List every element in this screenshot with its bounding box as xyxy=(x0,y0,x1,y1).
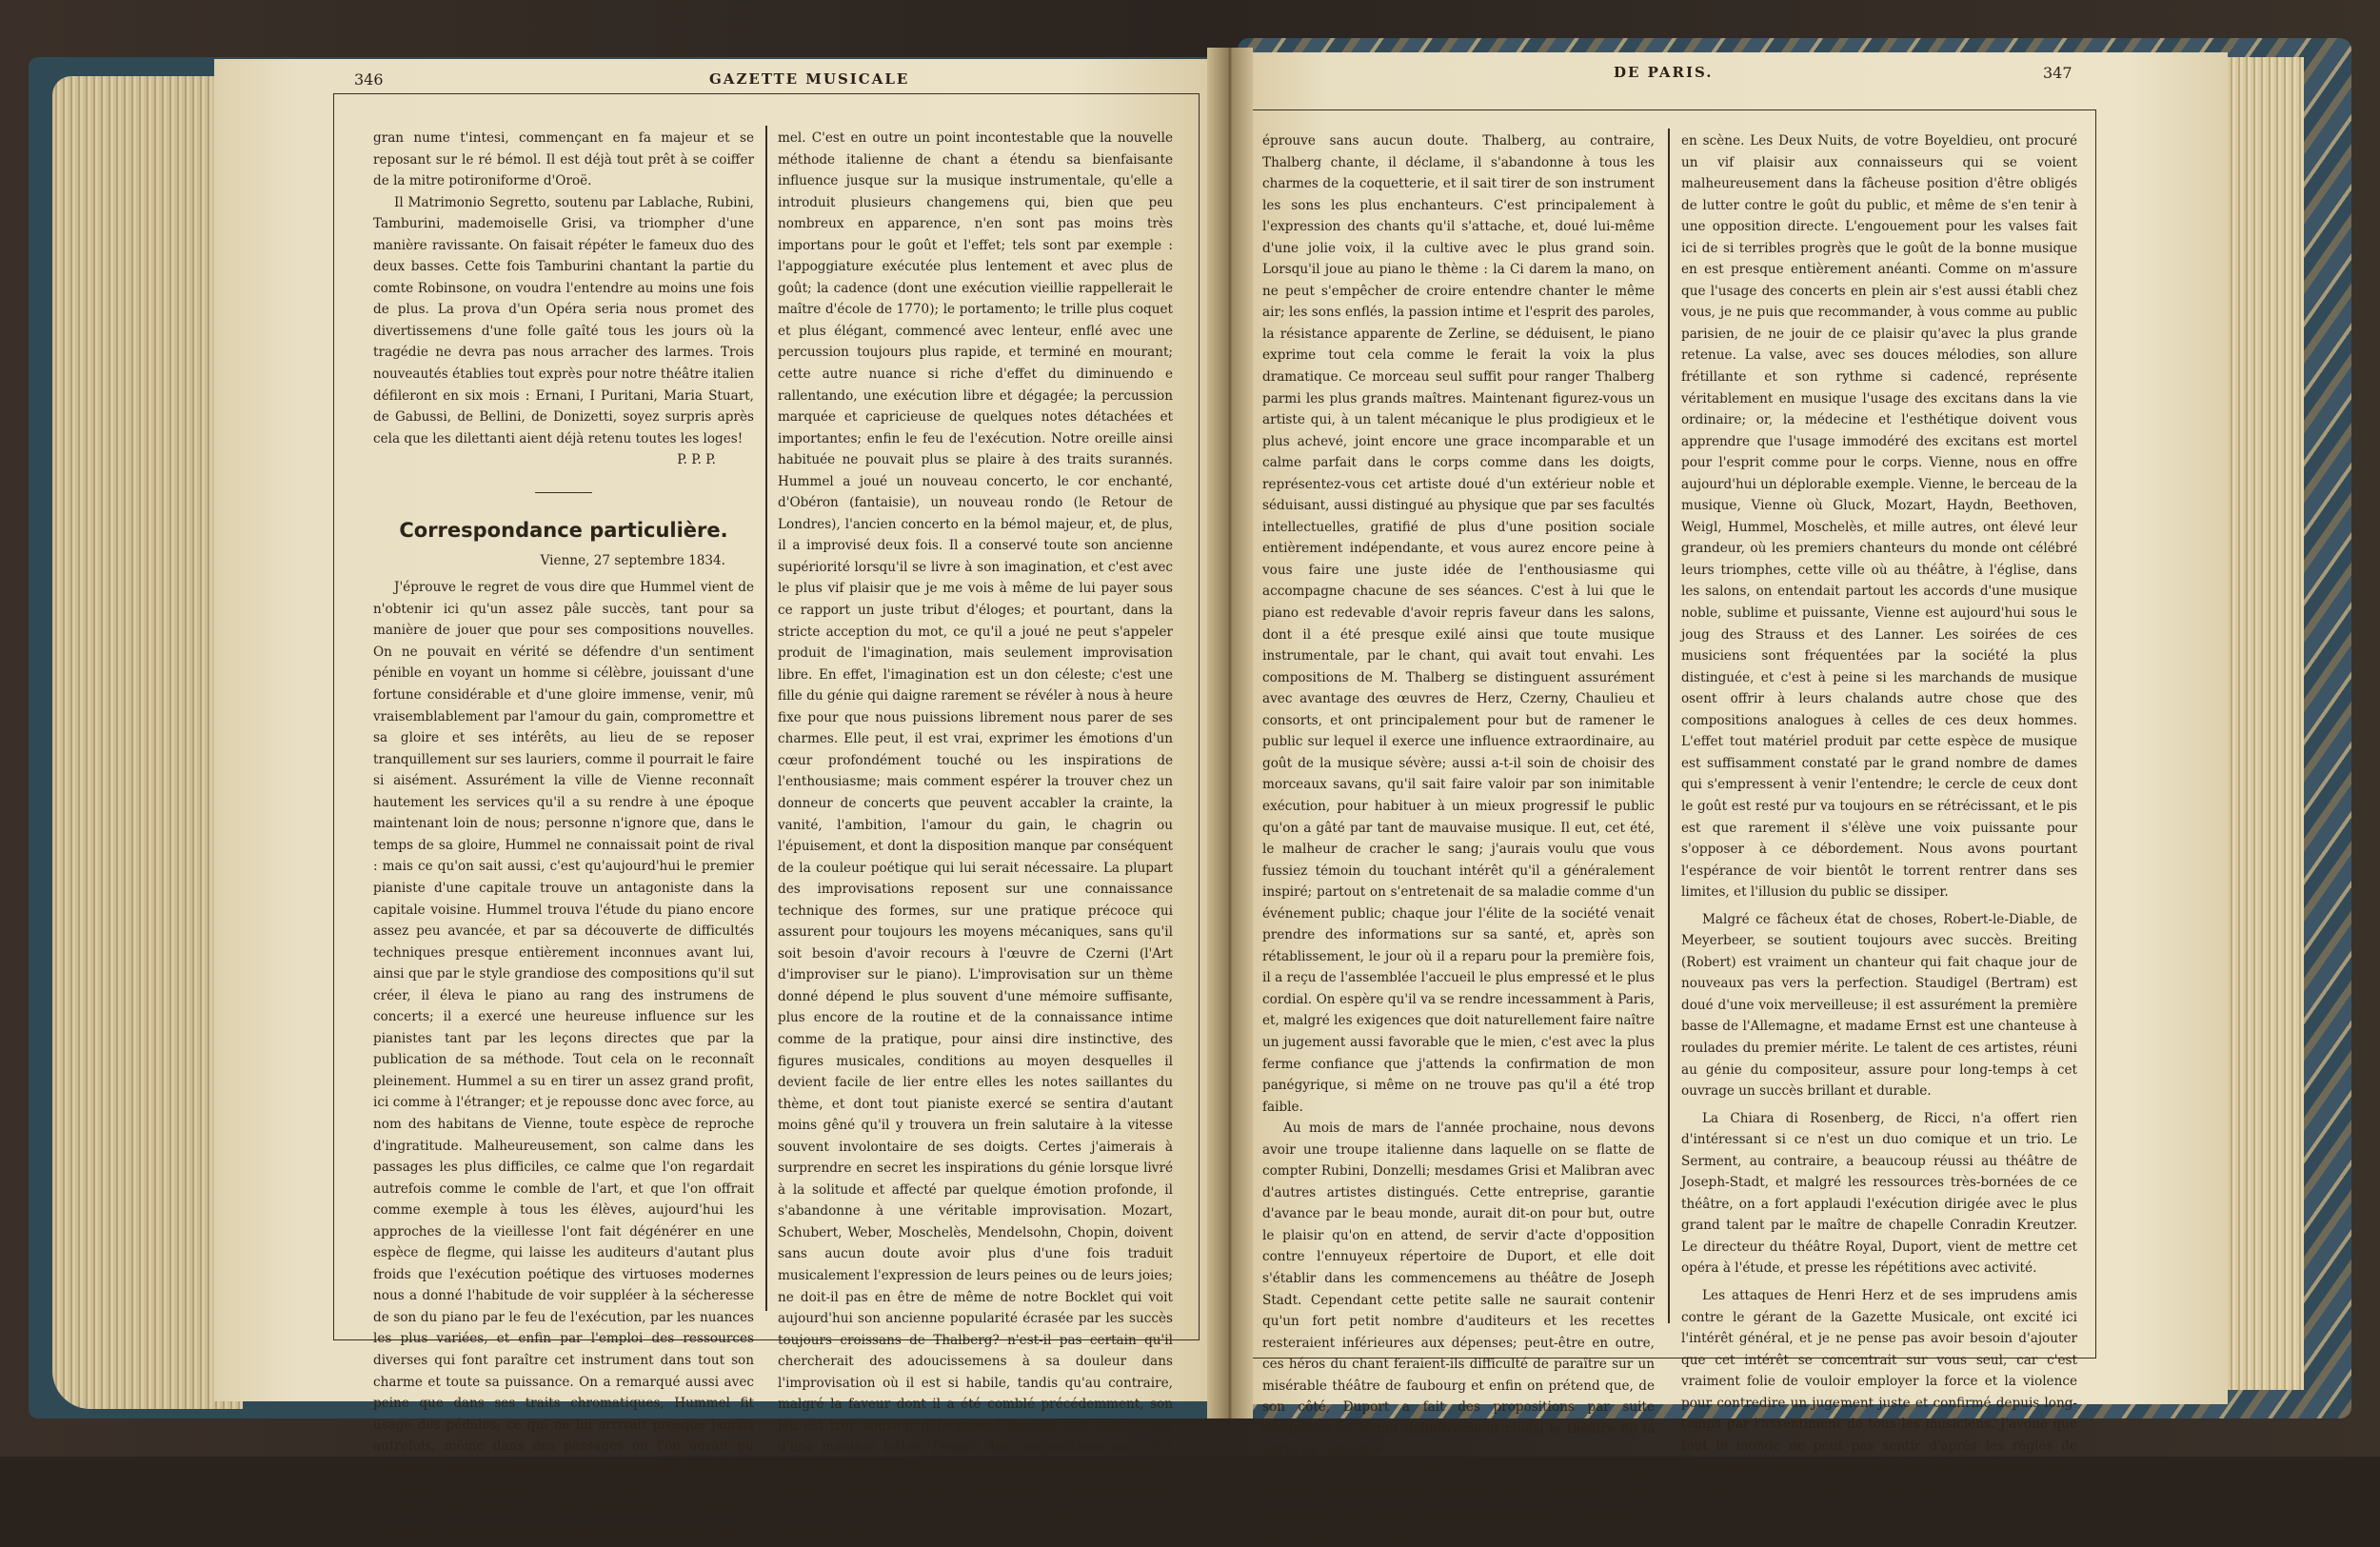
column-rule xyxy=(765,126,767,1311)
paragraph: éprouve sans aucun doute. Thalberg, au contraire, Thalberg chante, il déclame, il s'abandonne à tous les charmes de la coquetterie, et il sait tirer de son instrument les sons les plus enchanteurs. C'est principalement à l'expression des chants qu'il s'attache, et, doué lui-même d'une jolie voix, il la cultive avec le plus grand soin. Lorsqu'il joue au piano le thème : la Ci darem la mano, on ne peut s'empêcher de croire entendre chanter le même air; les sons enflés, la passion intime et l'esprit des paroles, la résistance apparente de Zerline, se déduisent, le piano exprime tout cela comme le ferait la voix la plus dramatique. Ce morceau seul suffit pour ranger Thalberg parmi les plus grands maîtres. Maintenant figurez-vous un artiste qui, à un talent mécanique le plus prodigieux et le plus achevé, joint encore une grace incomparable et un calme parfait dans le corps comme dans les doigts, représentez-vous cet artiste doué d'un extérieur noble et séduisant, aussi distingué au physique que par ses facultés intellectuelles, gratifié de plus d'une position sociale entièrement indépendante, et vous aurez encore peine à vous faire une juste idée de l'enthousiasme qui accompagne chacune de ses séances. C'est à lui que le piano est redevable d'avoir repris faveur dans les salons, dont il a été presque exilé ainsi que toute musique instrumentale, par le chant, qui avait tout envahi. Les compositions de M. Thalberg se distinguent assurément avec avantage des œuvres de Herz, Czerny, Chaulieu et consorts, et ont principalement pour but de ramener le public sur lequel il exerce une influence extraordinaire, au goût de la musique sévère; aussi a-t-il soin de choisir des morceaux savans, qu'il sait faire valoir par son inimitable exécution, pour habituer à un mieux progressif le public qu'on a gâté par tant de mauvaise musique. Il eut, cet été, le malheur de cracher le sang; j'aurais voulu que vous fussiez témoin du touchant intérêt qu'il a généralement inspiré; partout on s'entretenait de sa maladie comme d'un événement public; chaque jour l'élite de la société venait prendre des informations sur sa santé, et, après son rétablissement, le jour où il a reparu pour la première fois, il a reçu de l'assemblée l'accueil le plus empressé et le plus cordial. On espère qu'il va se rendre incessamment à Paris, et, malgré les exigences que doit naturellement faire naître un jugement aussi favorable que le mien, c'est avec la plus ferme confiance que j'attends la confirmation de mon panégyrique, si même on ne trouve pas qu'il a été trop faible. xyxy=(1262,133,1655,1115)
dateline: Vienne, 27 septembre 1834. xyxy=(540,552,725,568)
section-rule xyxy=(535,492,592,493)
left-col-1 xyxy=(373,128,754,1540)
column-rule xyxy=(1668,129,1670,1323)
paragraph: Malgré ce fâcheux état de choses, Robert-le-Diable, de Meyerbeer, se soutient toujours avec succès. Breiting (Robert) est vraiment un chanteur qui fait chaque jour de nouveaux pas vers la perfection. Staudigel (Bertram) est doué d'une voix merveilleuse; il est assurément la première basse de l'Allemagne, et madame Ernst est une chanteuse à roulades du premier mérite. Le talent de ces artistes, réuni au génie du compositeur, assure pour long-temps à cet ouvrage un succès brillant et durable. xyxy=(1681,911,2077,1100)
right-col-1 xyxy=(1262,130,1655,1544)
left-page-header xyxy=(214,67,1223,91)
paragraph: J'éprouve le regret de vous dire que Hummel vient de n'obtenir ici qu'un assez pâle succès, tant pour sa manière de jouer que pour ses compositions nouvelles. On ne pouvait en vérité se défendre d'un sentiment pénible en voyant un homme si célèbre, jouissant d'une fortune considérable et d'une gloire immense, venir, mû vraisemblablement par l'amour du gain, compromettre et sa gloire et ses intérêts, au lieu de se reposer tranquillement sur ses lauriers, comme il pourrait le faire si aisément. Assurément la ville de Vienne reconnaît hautement les services qu'il a su rendre à une époque maintenant loin de nous; personne n'ignore que, dans le temps de sa gloire, Hummel ne connaissait point de rival : mais ce qu'on sait aussi, c'est qu'aujourd'hui le premier pianiste d'une capitale trouve un antagoniste dans la capitale voisine. Hummel trouva l'étude du piano encore assez peu avancée, et par sa découverte de difficultés techniques presque entièrement inconnues avant lui, ainsi que par le style grandiose des compositions qu'il sut créer, il éleva le piano au rang des instrumens de concerts; il a exercé une heureuse influence sur les pianistes tant par les leçons directes que par la publication de sa méthode. Tout cela on le reconnaît pleinement. Hummel a su en tirer un assez grand profit, ici comme à l'étranger; et je repousse donc avec force, au nom des habitans de Vienne, toute espèce de reproche d'ingratitude. Malheureusement, son calme dans les passages les plus difficiles, ce calme que l'on regardait autrefois comme le comble de l'art, et que l'on offrait comme exemple à tous les élèves, aujourd'hui les approches de la vieillesse l'ont fait dégénérer en une espèce de flegme, qui laisse les auditeurs d'autant plus froids que l'exécution poétique des virtuoses modernes nous a donné l'habitude de voir suppléer à la sécheresse de son du piano par le feu de l'exécution, par les nuances les plus variées, et enfin par l'emploi des ressources diverses qui font paraître cet instrument dans tout son charme et toute sa puissance. On a remarqué aussi avec peine que dans ses traits chromatiques, Hummel fit usage des pédales, ce qui ne lui arrivait presque jamais autrefois, même dans des passages où l'on aurait pu regarder comme beaucoup plus convenable l'emploi de ces pédales. La pédale una corda, adoptée avec tant de succès par Moschelès, Chopin, Mendelsohn et Thalberg, est aussi une ressource qui manque entièrement à Hum- xyxy=(373,580,754,1540)
paragraph: en scène. Les Deux Nuits, de votre Boyeldieu, ont procuré un vif plaisir aux connaisseurs qui se voient malheureusement dans la fâcheuse position d'être obligés de lutter contre le goût du public, et même de s'en tenir à une opposition directe. L'engouement pour les valses fait ici de si terribles progrès que le goût de la bonne musique en est presque entièrement anéanti. Comme on m'assure que l'usage des concerts en plein air s'est aussi établi chez vous, je ne puis que recommander, à vous comme au public parisien, de ne jouir de ce plaisir qu'avec la plus grande retenue. La valse, avec ses douces mélodies, son allure frétillante et son rythme si cadencé, représente véritablement en musique l'usage des excitans dans la vie ordinaire; or, la médecine et l'esthétique doivent vous apprendre que l'usage immodéré des excitans est mortel pour l'esprit comme pour le corps. Vienne, nous en offre aujourd'hui un déplorable exemple. Vienne, le berceau de la musique, Vienne où Gluck, Mozart, Haydn, Beethoven, Weigl, Hummel, Moschelès, et mille autres, ont élevé leur grandeur, où les premiers chanteurs du monde ont célébré leurs triomphes, cette ville où au théâtre, à l'église, dans les salons, on entendait partout les accords d'une musique noble, sublime et puissante, Vienne est aujourd'hui sous le joug des Strauss et des Lanner. Les soirées de ces musiciens sont fréquentées par la société la plus distinguée, et c'est à peine si les marchands de musique osent offrir à leurs chalands autre chose que des compositions analogues à celles de ces deux hommes. L'effet tout matériel produit par cette espèce de musique est suffisamment constaté par le grand nombre de dames qui s'empressent à venir l'entendre; le cercle de ceux dont le goût est resté pur va toujours en se rétrécissant, et le pis est que rarement il s'élève une voix puissante pour s'opposer à ce débordement. Nous avons pourtant l'espérance de voir bientôt le torrent rentrer dans ses limites, et l'illusion du public se dissiper. xyxy=(1681,133,2077,901)
running-title: DE PARIS. xyxy=(1614,64,1714,81)
left-page xyxy=(214,59,1223,1541)
paragraph: Il Matrimonio Segretto, soutenu par Lablache, Rubini, Tamburini, mademoiselle Grisi, va triompher d'une manière ravissante. On faisait répéter le fameux duo des deux basses. Cette fois Tamburini chantant la partie du comte Robinsone, on voudra l'entendre au moins une fois de plus. La prova d'un Opéra seria nous promet des divertissemens d'une folle gaîté tous les jours où la tragédie ne devra pas nous arracher des larmes. Trois nouveautés établies tout exprès pour notre théâtre italien défileront en six mois : Ernani, I Puritani, Maria Stuart, de Gabussi, de Bellini, de Donizetti, soyez surpris après cela que les dilettanti aient déjà retenu toutes les loges! xyxy=(373,194,754,446)
right-page-header xyxy=(1228,60,2228,85)
running-title: GAZETTE MUSICALE xyxy=(709,70,910,88)
paragraph: Au mois de mars de l'année prochaine, nous devons avoir une troupe italienne dans laquelle on se flatte de compter Rubini, Donzelli; mesdames Grisi et Malibran avec d'autres artistes distingués. Cette entreprise, garantie d'avance par le beau monde, aurait dit-on pour but, outre le plaisir qu'on en attend, de servir d'acte d'opposition contre l'ennuyeux répertoire de Duport, et elle doit s'établir dans les commencemens au théâtre de Joseph Stadt. Cependant cette petite salle ne saurait contenir qu'un fort petit nombre d'auditeurs et les recettes resteraient inférieures aux dépenses; peut-être en outre, ces héros du chant feraient-ils difficulté de paraître sur un misérable théâtre de faubourg et enfin on prétend que, de son côté, Duport a fait des propositions par suite desquelles on aurait définitivement choisi le théâtre de la porte de Carinthie. xyxy=(1262,1121,1655,1458)
paragraph: La Chiara di Rosenberg, de Ricci, n'a offert rien d'intéressant si ce n'est un duo comique et un trio. Le Serment, au contraire, a beaucoup réussi au théâtre de Joseph-Stadt, et malgré les ressources très-bornées de ce théâtre, on a fort applaudi l'exécution dirigée avec le plus grand talent par le maître de chapelle Conradin Kreutzer. Le directeur du théâtre Royal, Duport, vient de mettre cet opéra à l'étude, et presse les répétitions avec activité. xyxy=(1681,1110,2077,1277)
section-heading: Correspondance particulière. xyxy=(399,518,728,542)
paragraph: gran nume t'intesi, commençant en fa majeur et se reposant sur le ré bémol. Il est déjà tout prêt à se coiffer de la mitre potironiforme d'Oroë. xyxy=(373,130,754,189)
page-number: 346 xyxy=(354,70,384,89)
book-gutter xyxy=(1207,48,1253,1418)
paragraph: Nous avons vu le Pré aux Clercs, et cet ouvrage, quoique supérieurement exécuté par les chœurs et par l'orchestre, n'a produit presqu'aucun effet à cause de la mesquinerie de la mise xyxy=(1262,1463,1655,1544)
paragraph: Les attaques de Henri Herz et de ses imprudens amis contre le gérant de la Gazette Musicale, ont excité ici l'intérêt général, et je ne pense pas avoir besoin d'ajouter que cet intérêt se concentrait sur vous seul, car c'est vraiment folie de vouloir employer la force et la violence pour contredire un jugement juste et confirmé depuis long-temps par l'assentiment de tous les musiciens. J'avoue que tout le monde ne peut pas sentir d'après les règles de l'esthétique; j'ajoute même qu'il ne doit pas en être ainsi, car dans ce cas, le musicien et le critique xyxy=(1681,1287,2077,1497)
right-page xyxy=(1228,52,2228,1544)
page-number: 347 xyxy=(2043,64,2073,82)
paragraph: mel. C'est en outre un point incontestable que la nouvelle méthode italienne de chant a étendu sa bienfaisante influence jusque sur la musique instrumentale, qu'elle a introduit plusieurs changemens qui, bien que peu nombreux en apparence, n'en sont pas moins très importans pour le goût et l'effet; tels sont par exemple : l'appoggiature exécutée plus lentement et avec plus de goût; la cadence (dont une exécution vieillie rappellerait le maître d'école de 1770); le portamento; le trille plus coquet et plus élégant, commencé avec lenteur, enflé avec une percussion toujours plus rapide, et terminé en mourant; cette autre nuance si riche d'effet du diminuendo e rallentando, une exécution libre et dégagée; la percussion marquée et capricieuse de quelques notes détachées et importantes; enfin le feu de l'exécution. Notre oreille ainsi habituée ne pouvait plus se plaire à des traits surannés. Hummel a joué un nouveau concerto, le cor enchanté, d'Obéron (fantaisie), un nouveau rondo (le Retour de Londres), l'ancien concerto en la bémol majeur, et, de plus, il a improvisé deux fois. Il a conservé toute son ancienne supériorité lorsqu'il se livre à son imagination, et c'est avec le plus vif plaisir que je me vois à même de lui payer sous ce rapport un juste tribut d'éloges; et pourtant, dans la stricte acception du mot, ce qu'il a joué ne peut s'appeler produit de l'imagination, mais seulement improvisation libre. En effet, l'imagination est un don céleste; c'est une fille du génie qui daigne rarement se révéler à nous à heure fixe pour que nous puissions librement nous parer de ses charmes. Elle peut, il est vrai, exprimer les émotions d'un cœur profondément touché ou les inspirations de l'enthousiasme; mais comment espérer la trouver chez un donneur de concerts que peuvent accabler la crainte, la vanité, l'ambition, l'amour du gain, le chagrin ou l'épuisement, et dont la disposition manque par conséquent de la couleur poétique qui lui serait nécessaire. La plupart des improvisations reposent sur une connaissance technique des formes, sur une pratique précoce qui assurent pour toujours les moyens mécaniques, sans qu'il soit besoin d'avoir recours à l'œuvre de Czerni (l'Art d'improviser sur le piano). L'improvisation sur un thème donné dépend le plus souvent d'une mémoire suffisante, plus encore de la routine et de la connaissance intime comme de la pratique, pour ainsi dire instinctive, des figures musicales, conditions au moyen desquelles il devient facile de lier entre elles les notes saillantes du thème, et dont tout pianiste exercé se sentira d'autant moins gêné qu'il y trouvera un frein salutaire à la vitesse souvent involontaire de ses doigts. Certes j'aimerais à surprendre en secret les inspirations du génie lorsque livré à la solitude et affecté par quelque émotion profonde, il s'abandonne à une véritable improvisation. Mozart, Schubert, Weber, Moschelès, Mendelsohn, Chopin, doivent sans aucun doute avoir plus d'une fois traduit musicalement l'expression de leurs peines ou de leurs joies; ne doit-il pas en être de même de notre Bocklet qui voit aujourd'hui son ancienne popularité écrasée par les succès toujours croissans de Thalberg? n'est-il pas certain qu'il chercherait des adoucissemens à sa douleur dans l'improvisation où il est si habile, tandis qu'au contraire, malgré la faveur dont il a été comblé précédemment, son jeu est trop souvent défectueux? Bocklet sent assurément d'une manière intime l'esprit des compositions qu'il doit exécuter, mais ses moyens techniques sont trop faibles, et d'ailleurs le mauvais état de sa santé ne lui laisse pas assez de vigueur pour qu'il puisse faire passer par ses doigts les sentimens qu'il xyxy=(778,130,1173,1541)
signature: P. P. P. xyxy=(677,452,716,468)
left-col-2 xyxy=(778,128,1173,1541)
right-col-2 xyxy=(1681,130,2077,1497)
